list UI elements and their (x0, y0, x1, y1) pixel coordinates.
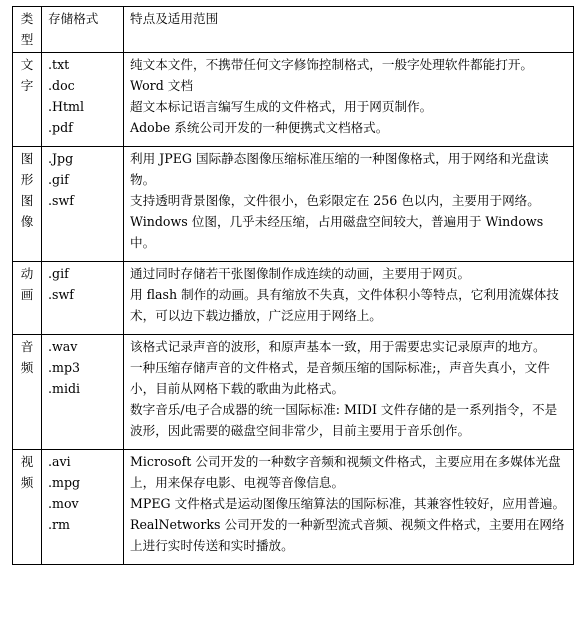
table-header-row (13, 7, 574, 53)
header-type (13, 7, 42, 53)
row-type-label: 音 频 (20, 339, 34, 375)
header-format: 存储格式 (42, 7, 124, 53)
row-formats (42, 53, 124, 147)
format-extension: .swf (48, 193, 74, 208)
format-description: 利用 JPEG 国际静态图像压缩标准压缩的一种图像格式，用于网络和光盘读物。 (130, 151, 549, 187)
row-descriptions (124, 147, 574, 262)
format-description: 通过同时存储若干张图像制作成连续的动画，主要用于网页。 (130, 266, 471, 281)
header-desc: 特点及适用范围 (124, 7, 574, 53)
format-extension: .swf (48, 287, 74, 302)
row-type (13, 335, 42, 450)
format-description: Microsoft 公司开发的一种数字音频和视频文件格式，主要应用在多媒体光盘上，用来保存电影、电视等音像信息。 (130, 454, 561, 490)
format-description: 用 flash 制作的动画。具有缩放不失真，文件体积小等特点，它利用流媒体技术，可以边下载边播放，广泛应用于网络上。 (130, 287, 559, 323)
row-type-label: 图 形 图 像 (20, 151, 34, 229)
format-description: Adobe 系统公司开发的一种便携式文档格式。 (130, 120, 389, 135)
format-extension: .wav (48, 339, 78, 354)
format-description: 超文本标记语言编写生成的文件格式，用于网页制作。 (130, 99, 433, 114)
row-formats (42, 262, 124, 335)
table-row (13, 262, 574, 335)
header-type-label: 类 型 (20, 11, 34, 47)
format-extension: .gif (48, 172, 69, 187)
row-type-label: 动 画 (20, 266, 34, 302)
format-description: Word 文档 (130, 78, 193, 93)
format-extension: .mov (48, 496, 79, 511)
format-extension: .avi (48, 454, 71, 469)
format-extension: .doc (48, 78, 75, 93)
row-descriptions (124, 450, 574, 565)
format-extension: .pdf (48, 120, 73, 135)
table-row (13, 335, 574, 450)
row-type (13, 53, 42, 147)
format-extension: .rm (48, 517, 70, 532)
table-row (13, 147, 574, 262)
format-description: RealNetworks 公司开发的一种新型流式音频、视频文件格式，主要用在网络上进行实时传送和实时播放。 (130, 517, 565, 553)
format-extension: .mpg (48, 475, 81, 490)
format-extension: .Html (48, 99, 85, 114)
row-type (13, 147, 42, 262)
row-formats (42, 450, 124, 565)
format-description: Windows 位图，几乎未经压缩，占用磁盘空间较大，普遍用于 Windows 中。 (130, 214, 544, 250)
row-type (13, 262, 42, 335)
file-format-table (12, 6, 574, 565)
format-description: MPEG 文件格式是运动图像压缩算法的国际标准，其兼容性较好，应用普遍。 (130, 496, 566, 511)
format-description: 该格式记录声音的波形，和原声基本一致，用于需要忠实记录原声的地方。 (130, 339, 546, 354)
row-descriptions (124, 262, 574, 335)
format-description: 支持透明背景图像，文件很小，色彩限定在 256 色以内，主要用于网络。 (130, 193, 540, 208)
row-formats (42, 335, 124, 450)
row-type-label: 文 字 (20, 57, 34, 93)
row-formats (42, 147, 124, 262)
format-description: 纯文本文件，不携带任何文字修饰控制格式，一般字处理软件都能打开。 (130, 57, 533, 72)
table-row (13, 450, 574, 565)
format-extension: .midi (48, 381, 81, 396)
format-extension: .txt (48, 57, 70, 72)
row-descriptions (124, 53, 574, 147)
format-extension: .mp3 (48, 360, 81, 375)
format-extension: .Jpg (48, 151, 74, 166)
format-description: 数字音乐/电子合成器的统一国际标准: MIDI 文件存储的是一系列指令，不是波形，因此需要的磁盘空间非常少，目前主要用于音乐创作。 (130, 402, 558, 438)
format-description: 一种压缩存储声音的文件格式，是音频压缩的国际标准;，声音失真小，文件小，目前从网格下载的歌曲为此格式。 (130, 360, 550, 396)
row-type (13, 450, 42, 565)
row-type-label: 视 频 (20, 454, 34, 490)
row-descriptions (124, 335, 574, 450)
table-row (13, 53, 574, 147)
format-extension: .gif (48, 266, 69, 281)
